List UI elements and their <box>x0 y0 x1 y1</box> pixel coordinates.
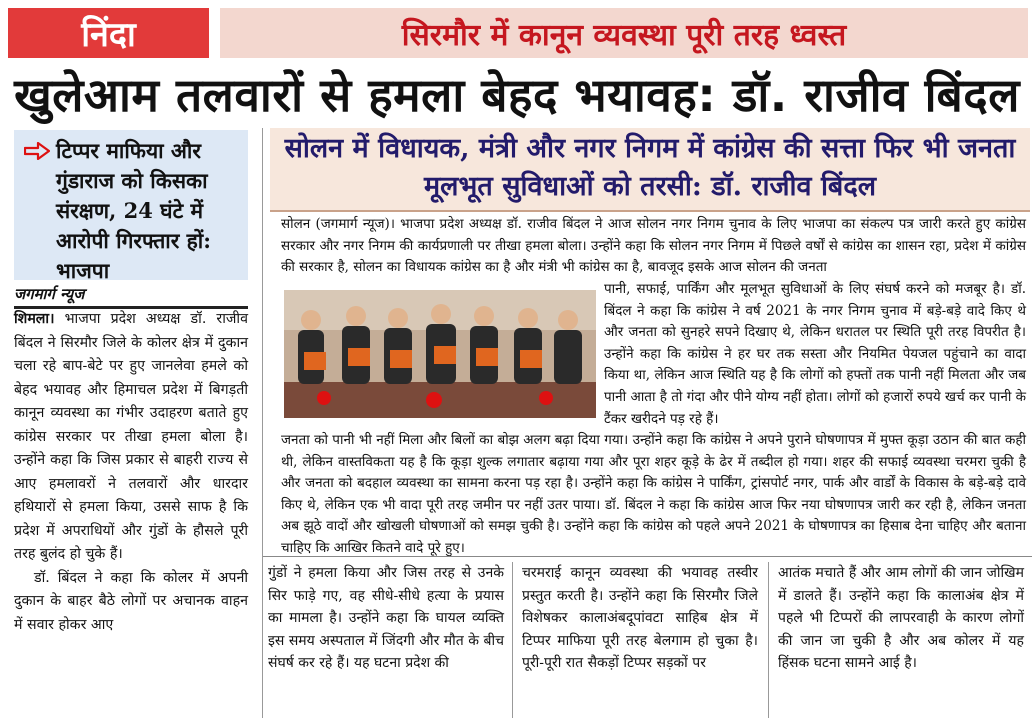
column-1: गुंडों ने हमला किया और जिस तरह से उनके सिर फाड़े गए, वह सीधे-सीधे हत्या के प्रयास का मामला है। उन्होंने कहा कि घायल व्यक्ति इस समय अस्पताल में जिंदगी और मौत के बीच संघर्ष कर रहे हैं। यह घटना प्रदेश की <box>268 565 504 671</box>
main-headline: खुलेआम तलवारों से हमला बेहद भयावह: डॉ. राजीव बिंदल <box>14 68 1020 122</box>
story-intro-right: पानी, सफाई, पार्किंग और मूलभूत सुविधाओं के लिए संघर्ष करने को मजबूर है। डॉ. बिंदल ने कहा कि कांग्रेस ने वर्ष 2021 के नगर निगम चुनाव में बड़े-बड़े वादे किए थे और जनता को सुनहरे सपने दिखाए थे, लेकिन धरातल पर स्थिति पूरी तरह विपरीत है। उन्होंने कहा कि कांग्रेस ने हर घर तक सस्ता और नियमित पेयजल पहुंचाने का वादा किया था, लेकिन आज स्थिति यह है कि लोगों को हफ्तों तक पानी नहीं मिलता और जब पानी आता है तो गंदा और पीने योग्य नहीं होता। लोगों को हजारों रुपये खर्च कर पानी के टैंकर खरीदने पड़ रहे हैं। <box>604 281 1026 427</box>
left-para-2: डॉ. बिंदल ने कहा कि कोलर में अपनी दुकान के बाहर बैठे लोगों पर अचानक वाहन में सवार होकर आए <box>14 569 248 633</box>
section-label: निंदा <box>6 6 211 60</box>
left-para-1 <box>14 308 248 567</box>
news-photo <box>284 290 596 418</box>
story-intro-top: सोलन (जगमार्ग न्यूज)। भाजपा प्रदेश अध्यक्ष डॉ. राजीव बिंदल ने आज सोलन नगर निगम चुनाव के लिए भाजपा का संकल्प पत्र जारी करते हुए कांग्रेस सरकार और नगर निगम की कार्यप्रणाली पर तीखा हमला बोला। उन्होंने कहा कि सोलन नगर निगम में पिछले वर्षों से कांग्रेस का शासन रहा, प्रदेश में कांग्रेस की सरकार है, सोलन का विधायक कांग्रेस का है और मंत्री भी कांग्रेस का है, बावजूद इसके आज सोलन की जनता <box>281 216 1026 276</box>
divider <box>262 556 1032 557</box>
arrow-icon <box>24 142 50 160</box>
divider <box>512 562 513 718</box>
column-2: चरमराई कानून व्यवस्था की भयावह तस्वीर प्रस्तुत करती है। उन्होंने कहा कि सिरमौर जिले विशेषकर कालाअंबदूपांवटा साहिब क्षेत्र में टिप्पर माफिया पूरी तरह बेलगाम हो चुका है। पूरी-पूरी रात सैकड़ों टिप्पर सड़कों पर <box>522 565 758 671</box>
divider <box>262 128 263 718</box>
divider <box>768 562 769 718</box>
divider <box>270 210 1030 212</box>
photo-illustration <box>284 290 596 418</box>
column-3: आतंक मचाते हैं और आम लोगों की जान जोखिम में डालते हैं। उन्होंने कहा कि कालाअंब क्षेत्र में पहले भी टिप्परों की लापरवाही के कारण लोगों की जान जा चुकी है और अब कोलर में यह हिंसक घटना सामने आई है। <box>778 565 1024 671</box>
story-intro-bottom: जनता को पानी भी नहीं मिला और बिलों का बोझ अलग बढ़ा दिया गया। उन्होंने कहा कि कांग्रेस ने अपने पुराने घोषणापत्र में मुफ्त कूड़ा उठान की बात कही थी, लेकिन वास्तविकता यह है कि कूड़ा शुल्क लगातार बढ़ाया गया और पूरा शहर कूड़े के ढेर में तब्दील हो गया। शहर की सफाई व्यवस्था चरमरा चुकी है और जनता को बदहाल व्यवस्था का सामना करना पड़ रहा है। उन्होंने कहा कि कांग्रेस ने पार्किंग, ट्रांसपोर्ट नगर, पार्क और वार्डों के विकास के बड़े-बड़े दावे किए थे, लेकिन एक भी वादा पूरी तरह जमीन पर नहीं उतर पाया। डॉ. बिंदल ने कहा कि कांग्रेस आज फिर नया घोषणापत्र जारी कर रही है, लेकिन जनता अब झूठे वादों और खोखली घोषणाओं को समझ चुकी है। उन्होंने कहा कि कांग्रेस को पहले अपने 2021 के घोषणापत्र का हिसाब देना चाहिए और बताना चाहिए कि आखिर कितने वादे पूरे हुए। <box>281 432 1026 556</box>
sub-headline: सोलन में विधायक, मंत्री और नगर निगम में कांग्रेस की सत्ता फिर भी जनता मूलभूत सुविधाओं को तरसी: डॉ. राजीव बिंदल <box>284 133 1016 202</box>
left-article <box>14 308 248 637</box>
dateline: शिमला। <box>14 311 55 327</box>
sidebar-text: टिप्पर माफिया और गुंडाराज को किसका संरक्षण, 24 घंटे में आरोपी गिरफ्तार हों: भाजपा <box>56 138 211 283</box>
left-para-1-text: भाजपा प्रदेश अध्यक्ष डॉ. राजीव बिंदल ने सिरमौर जिले के कोलर क्षेत्र में दुकान चला रहे बाप-बेटे पर हुए जानलेवा हमले को बेहद भयावह और हिमाचल प्रदेश में बिगड़ती कानून व्यवस्था का गंभीर उदाहरण बताते हुए कांग्रेस सरकार पर तीखा हमला बोला है। उन्होंने कहा कि जिस प्रकार से बाहरी राज्य से आए हमलावरों ने तलवारों और धारदार हथियारों से हमला किया, उससे साफ है कि प्रदेश में अपराधियों और गुंडों के हौसले पूरी तरह बुलंद हो चुके हैं। <box>14 311 248 562</box>
byline: जगमार्ग न्यूज <box>14 284 248 309</box>
kicker-headline: सिरमौर में कानून व्यवस्था पूरी तरह ध्वस्त <box>220 8 1028 58</box>
